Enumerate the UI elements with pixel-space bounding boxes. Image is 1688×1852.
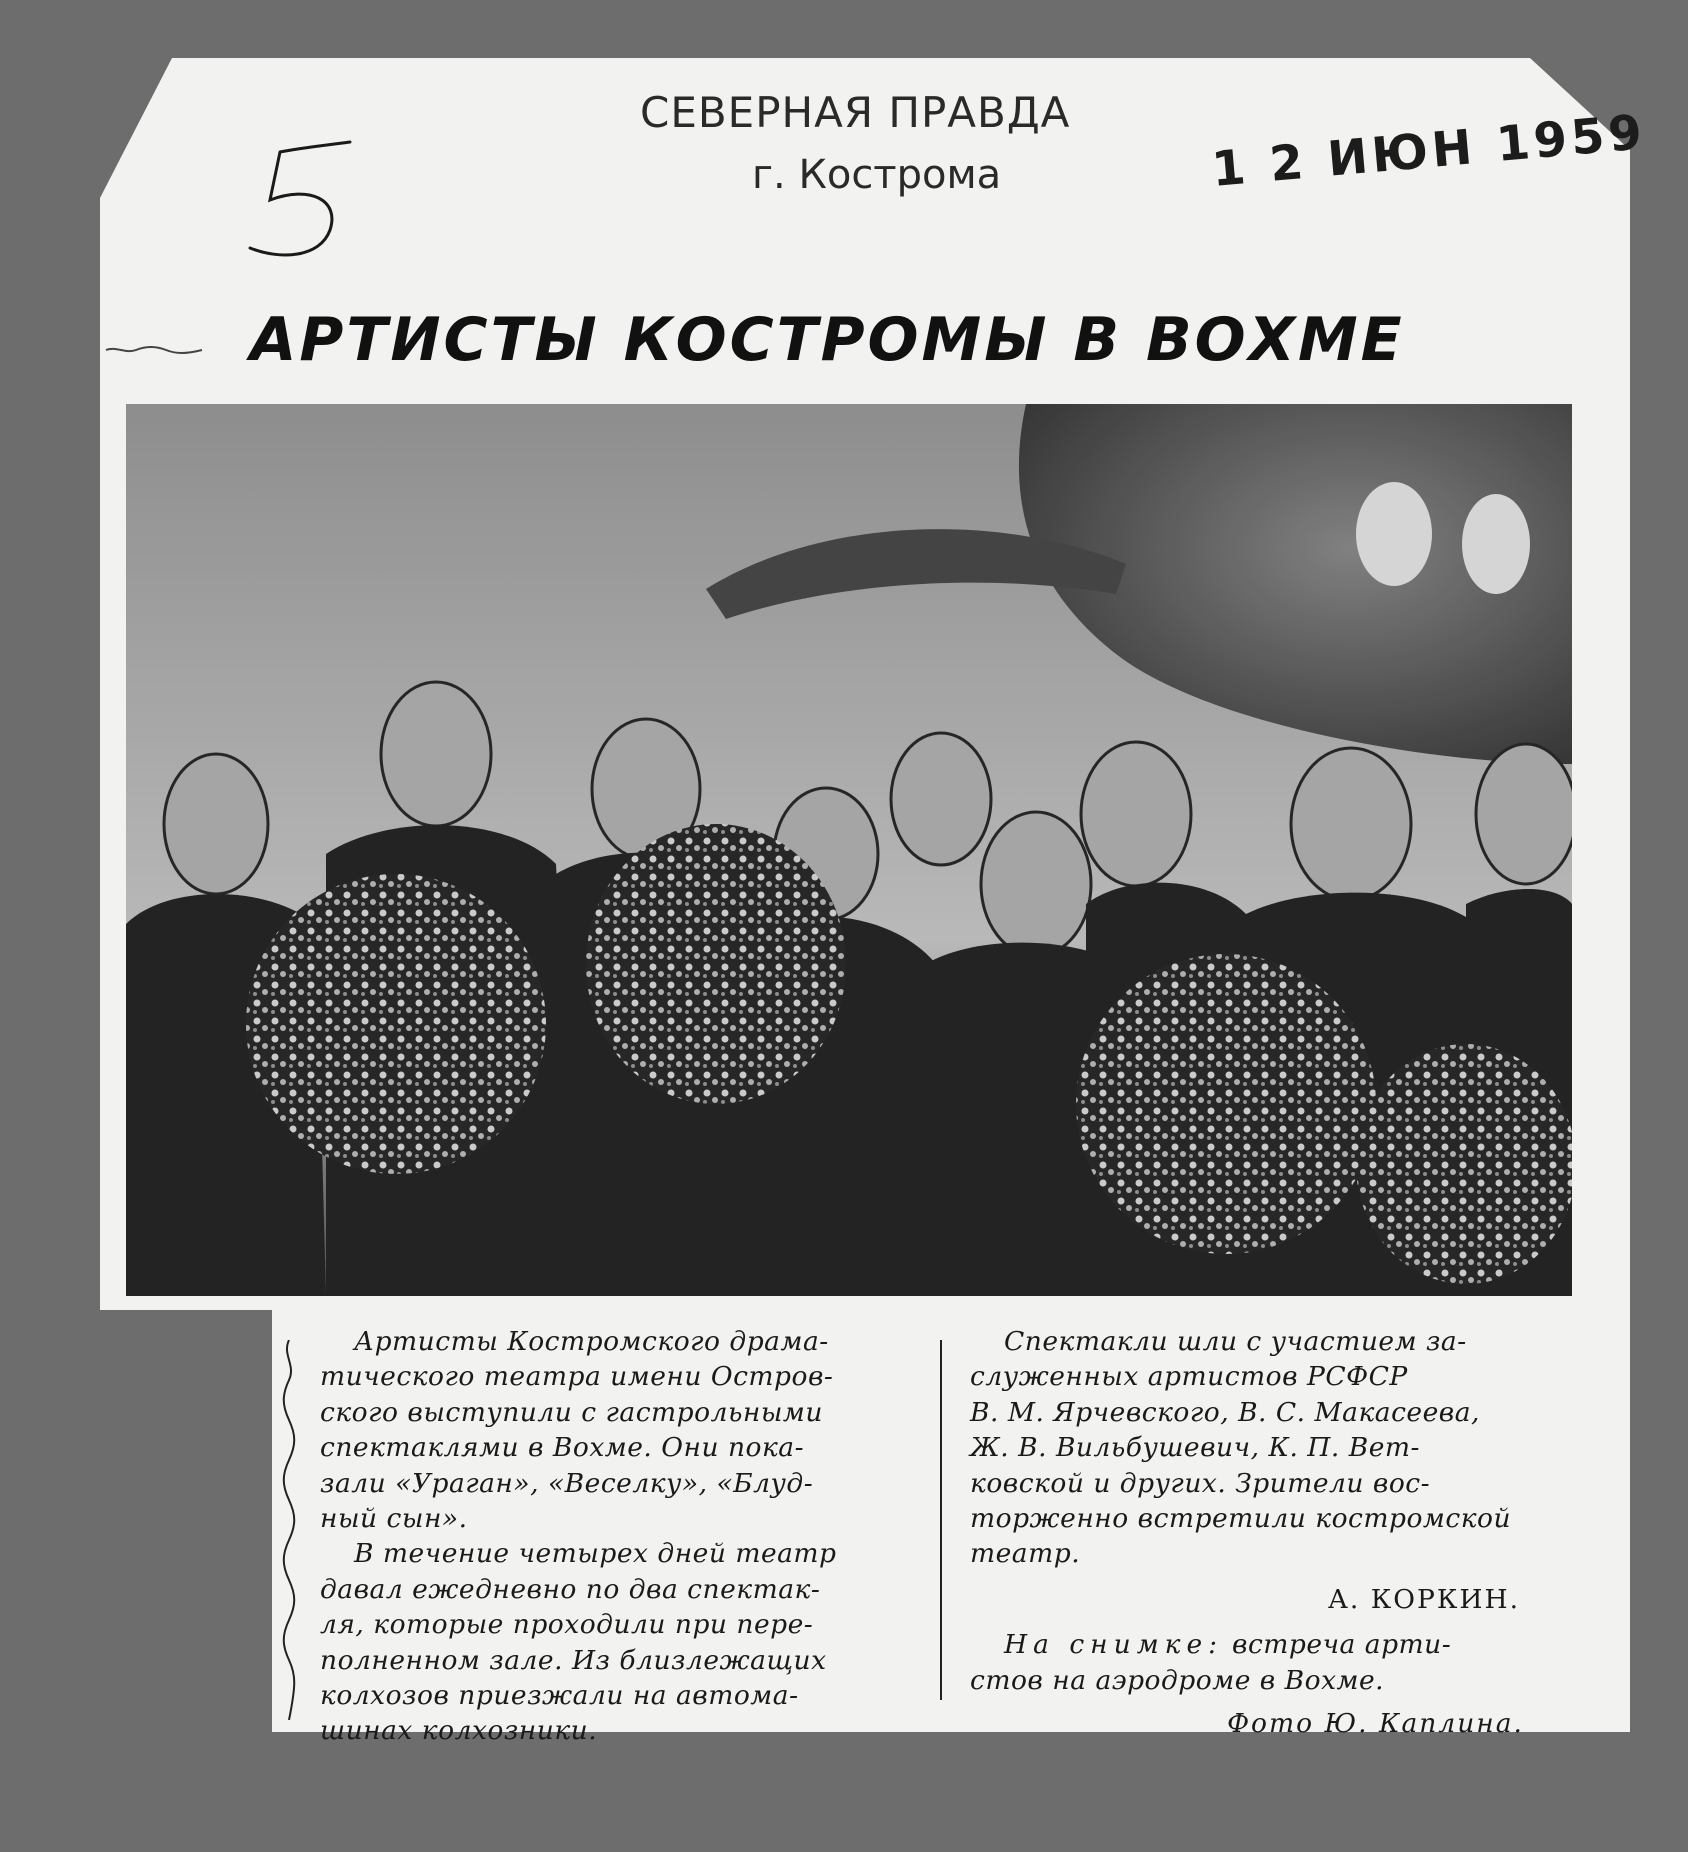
date-stamp: 1 2 ИЮН 1959 bbox=[1209, 104, 1649, 198]
text-line: ный сын». bbox=[320, 1503, 468, 1535]
photo-caption-text: встреча арти- bbox=[1223, 1629, 1452, 1661]
newspaper-stamp-city: г. Кострома bbox=[752, 152, 1002, 198]
dash-mark bbox=[104, 345, 204, 355]
text-line: В течение четырех дней театр bbox=[354, 1538, 837, 1570]
text-line: полненном зале. Из близлежащих bbox=[320, 1644, 827, 1676]
text-line: Ж. В. Вильбушевич, К. П. Вет- bbox=[970, 1432, 1420, 1464]
article-headline: АРТИСТЫ КОСТРОМЫ В ВОХМЕ bbox=[250, 305, 1405, 375]
photo-illustration bbox=[126, 404, 1572, 1296]
wavy-column-rule bbox=[282, 1340, 296, 1720]
photo-caption-line-2: стов на аэродроме в Вохме. bbox=[970, 1664, 1385, 1696]
article-author: А. КОРКИН. bbox=[1327, 1583, 1520, 1615]
text-line: шинах колхозники. bbox=[320, 1715, 598, 1747]
text-line: В. М. Ярчевского, В. С. Макасеева, bbox=[970, 1396, 1480, 1428]
text-line: тического театра имени Остров- bbox=[320, 1361, 834, 1393]
photo-caption-label: На снимке: bbox=[1004, 1629, 1224, 1661]
column-divider bbox=[940, 1340, 942, 1700]
photo-credit: Фото Ю. Каплина. bbox=[1227, 1708, 1524, 1740]
text-line: зали «Ураган», «Веселку», «Блуд- bbox=[320, 1467, 814, 1499]
text-line: Артисты Костромского драма- bbox=[354, 1326, 829, 1357]
text-line: Спектакли шли с участием за- bbox=[1004, 1326, 1467, 1357]
text-line: театр. bbox=[970, 1538, 1081, 1570]
text-line: ковской и других. Зрители вос- bbox=[970, 1467, 1431, 1499]
photo-caption-line bbox=[970, 1627, 1560, 1662]
text-line: ля, которые проходили при пере- bbox=[320, 1609, 814, 1641]
text-line: колхозов приезжали на автома- bbox=[320, 1680, 799, 1712]
newspaper-stamp-title: СЕВЕРНАЯ ПРАВДА bbox=[640, 88, 1071, 137]
handwritten-number-mark bbox=[240, 130, 380, 270]
text-line: ского выступили с гастрольными bbox=[320, 1396, 823, 1428]
article-right-column bbox=[970, 1324, 1560, 1741]
article-photo bbox=[126, 404, 1572, 1296]
text-line: давал ежедневно по два спектак- bbox=[320, 1573, 821, 1605]
article-left-column bbox=[320, 1324, 920, 1749]
text-line: спектаклями в Вохме. Они пока- bbox=[320, 1432, 805, 1464]
text-line: служенных артистов РСФСР bbox=[970, 1361, 1408, 1393]
text-line: торженно встретили костромской bbox=[970, 1503, 1512, 1535]
